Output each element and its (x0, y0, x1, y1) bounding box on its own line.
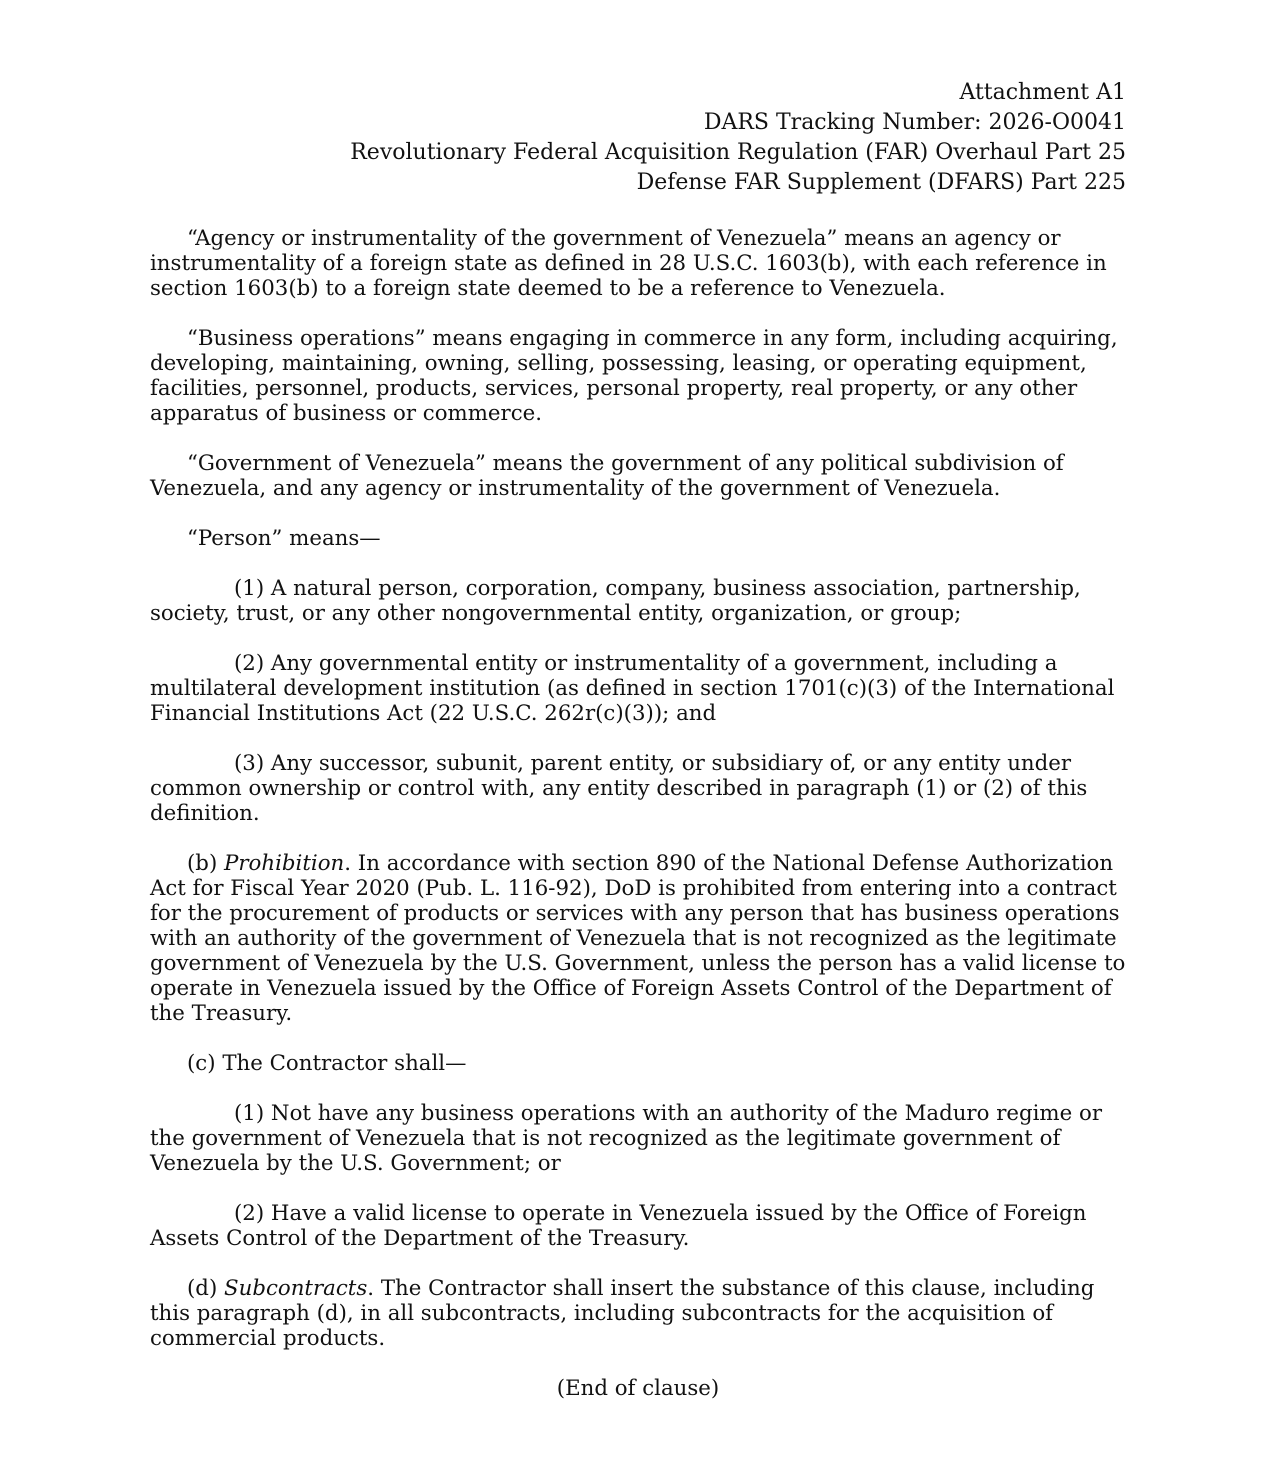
person-item-1: (1) A natural person, corporation, company, business association, partnership, society, trust, or any other nongovernmental entity, organization, or group; (150, 576, 1081, 626)
paragraph-d-label: (d) (187, 1276, 225, 1301)
paragraph-b-prohibition (150, 851, 1126, 1026)
person-item-3: (3) Any successor, subunit, parent entity, or subsidiary of, or any entity under common ownership or control with, any entity described in paragraph (1) or (2) of this definition. (150, 751, 1088, 826)
attachment-label: Attachment A1 (959, 80, 1126, 105)
paragraph-c-item-2: (2) Have a valid license to operate in Venezuela issued by the Office of Foreign Assets Control of the Department of the Treasury. (150, 1201, 1087, 1251)
definition-agency: “Agency or instrumentality of the government of Venezuela” means an agency or instrumentality of a foreign state as defined in 28 U.S.C. 1603(b), with each reference in section 1603(b) to a foreign state deemed to be a reference to Venezuela. (150, 226, 1107, 301)
far-part-title: Revolutionary Federal Acquisition Regulation (FAR) Overhaul Part 25 (350, 140, 1126, 165)
paragraph-d-text: . The Contractor shall insert the substance of this clause, including this paragraph (d), in all subcontracts, including subcontracts for the acquisition of commercial products. (150, 1276, 1095, 1351)
document-page (150, 78, 1126, 1401)
paragraph-d-subcontracts (150, 1276, 1126, 1351)
definition-business-operations: “Business operations” means engaging in commerce in any form, including acquiring, developing, maintaining, owning, selling, possessing, leasing, or operating equipment, facilities, personnel, products, services, personal property, real property, or any other apparatus of business or commerce. (150, 326, 1118, 426)
paragraph-c-item-1: (1) Not have any business operations with an authority of the Maduro regime or the government of Venezuela that is not recognized as the legitimate government of Venezuela by the U.S. Government; or (150, 1101, 1103, 1176)
document-header (150, 78, 1126, 198)
definition-government: “Government of Venezuela” means the government of any political subdivision of Venezuela, and any agency or instrumentality of the government of Venezuela. (150, 451, 1064, 501)
document-body (150, 226, 1126, 1401)
end-of-clause: (End of clause) (556, 1376, 720, 1401)
tracking-number: DARS Tracking Number: 2026-O0041 (703, 110, 1126, 135)
paragraph-b-heading: Prohibition (224, 851, 345, 876)
paragraph-b-label: (b) (187, 851, 225, 876)
paragraph-d-heading: Subcontracts (224, 1276, 368, 1301)
dfars-part-title: Defense FAR Supplement (DFARS) Part 225 (636, 170, 1126, 195)
paragraph-c: (c) The Contractor shall— (187, 1051, 467, 1076)
person-item-2: (2) Any governmental entity or instrumentality of a government, including a multilateral development institution (as defined in section 1701(c)(3) of the International Financial Institutions Act (22 U.S.C. 262r(c)(3)); and (150, 651, 1115, 726)
paragraph-b-text: . In accordance with section 890 of the National Defense Authorization Act for Fiscal Year 2020 (Pub. L. 116-92), DoD is prohibited from entering into a contract for the procurement of products or services with any person that has business operations with an authority of the government of Venezuela that is not recognized as the legitimate government of Venezuela by the U.S. Government, unless the person has a valid license to operate in Venezuela issued by the Office of Foreign Assets Control of the Department of the Treasury. (150, 851, 1126, 1026)
definition-person: “Person” means— (187, 526, 381, 551)
